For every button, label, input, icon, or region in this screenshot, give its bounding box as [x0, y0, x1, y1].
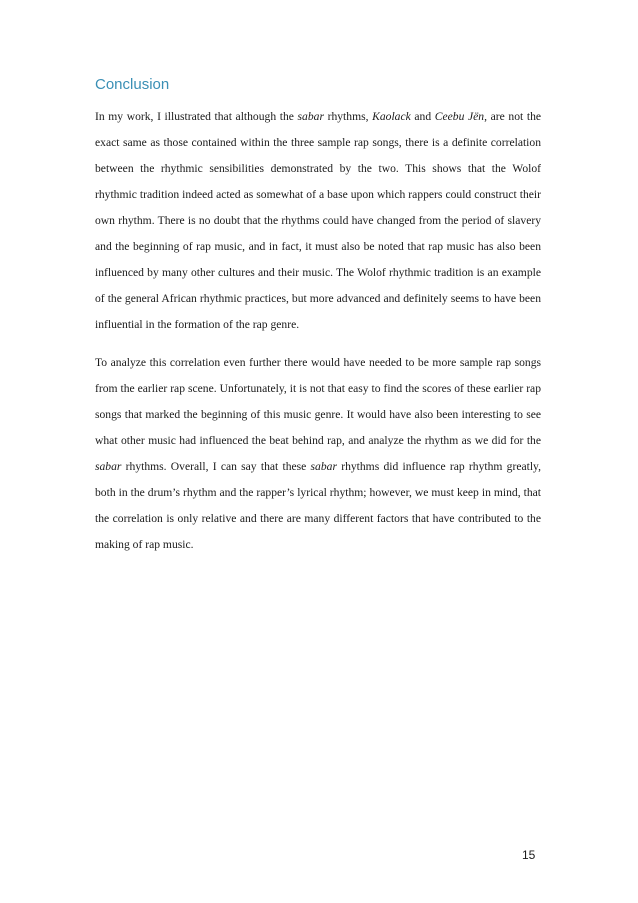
paragraph-2-segment: rhythms did influence rap rhythm greatly, both in the drum’s rhythm and the rapper’s lyrical rhythm; however, we must keep in mind, that the correlation is only relative and there are many different factors that have contributed to the making of rap music.	[95, 460, 541, 551]
paragraph-1-segment-italic: Kaolack	[372, 110, 411, 123]
paragraph-1	[95, 104, 541, 338]
paragraph-1-segment: , are not the exact same as those contained within the three sample rap songs, there is a definite correlation between the rhythmic sensibilities demonstrated by the two. This shows that the Wolof rhythmic tradition indeed acted as somewhat of a base upon which rappers could construct their own rhythm. There is no doubt that the rhythms could have changed from the period of slavery and the beginning of rap music, and in fact, it must also be noted that rap music has also been influenced by many other cultures and their music. The Wolof rhythmic tradition is an example of the general African rhythmic practices, but more advanced and definitely seems to have been influential in the formation of the rap genre.	[95, 110, 542, 331]
paragraph-1-segment-italic: sabar	[297, 110, 324, 123]
paragraph-1-segment: In my work, I illustrated that although the	[95, 110, 298, 123]
page-number: 15	[522, 848, 536, 862]
section-heading: Conclusion	[95, 76, 170, 93]
paragraph-1-segment-italic: Ceebu Jën	[434, 110, 485, 123]
paragraph-1-segment: rhythms,	[323, 110, 373, 123]
paragraph-2-segment-italic: sabar	[310, 460, 337, 473]
paragraph-2-segment: To analyze this correlation even further there would have needed to be more sample rap songs from the earlier rap scene. Unfortunately, it is not that easy to find the scores of these earlier rap songs that marked the beginning of this music genre. It would have also been interesting to see what other music had influenced the beat behind rap, and analyze the rhythm as we did for the	[95, 356, 541, 447]
paragraph-2	[95, 350, 541, 558]
paragraph-2-segment: rhythms. Overall, I can say that these	[121, 460, 311, 473]
paragraph-1-segment: and	[410, 110, 435, 123]
paragraph-2-segment-italic: sabar	[95, 460, 122, 473]
